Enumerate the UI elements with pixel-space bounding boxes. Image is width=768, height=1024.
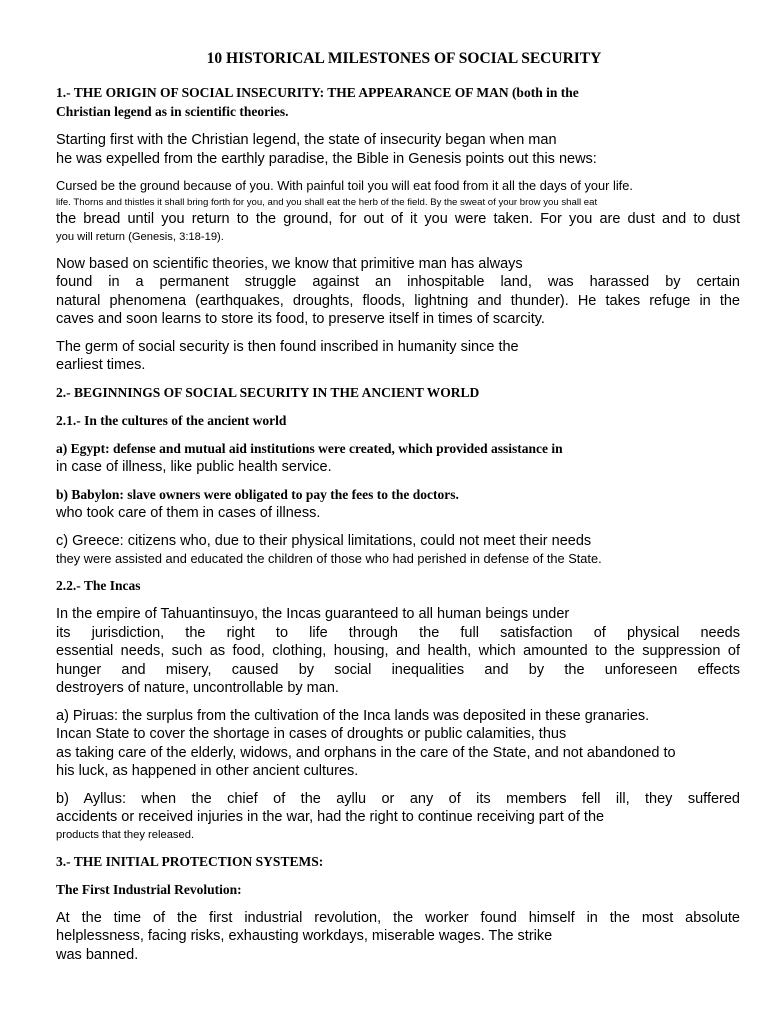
text-line: In the empire of Tahuantinsuyo, the Incas guaranteed to all human beings under (56, 606, 570, 622)
text-line: his luck, as happened in other ancient cultures. (56, 763, 359, 779)
text-line: a) Egypt: defense and mutual aid institutions were created, which provided assistance in (56, 440, 563, 456)
text-line: natural phenomena (earthquakes, droughts, floods, lightning and thunder). He takes refuge in the (56, 292, 740, 309)
text-line: they were assisted and educated the children of those who had perished in defense of the State. (56, 551, 602, 566)
text-line: as taking care of the elderly, widows, and orphans in the care of the State, and not abandoned to (56, 744, 676, 761)
text-line: c) Greece: citizens who, due to their physical limitations, could not meet their needs (56, 532, 592, 549)
text-line: was banned. (56, 946, 139, 963)
section-1-heading (56, 84, 740, 121)
text-line: earliest times. (56, 357, 146, 373)
subsection-first-industrial-revolution: The First Industrial Revolution: (56, 881, 242, 897)
section-1-heading-line: 1.- THE ORIGIN OF SOCIAL INSECURITY: THE APPEARANCE OF MAN (both in the (56, 85, 579, 100)
subsection-2-2-heading: 2.2.- The Incas (56, 578, 141, 593)
text-line: you will return (Genesis, 3:18-19). (56, 230, 224, 243)
text-line: The germ of social security is then found inscribed in humanity since the (56, 338, 519, 355)
text-line: essential needs, such as food, clothing, housing, and health, which amounted to the suppression of (56, 643, 740, 659)
text-line: b) Babylon: slave owners were obligated to pay the fees to the doctors. (56, 486, 459, 502)
text-line: Now based on scientific theories, we know that primitive man has always (56, 255, 523, 272)
text-line: accidents or received injuries in the war, had the right to continue receiving part of the (56, 809, 605, 825)
text-line: the bread until you return to the ground, for out of it you were taken. For you are dust and to dust (56, 211, 740, 227)
paragraph-piruas (56, 707, 740, 781)
section-2-heading: 2.- BEGINNINGS OF SOCIAL SECURITY IN THE ANCIENT WORLD (56, 384, 480, 400)
text-line: found in a permanent struggle against an inhospitable land, was harassed by certain (56, 274, 740, 290)
paragraph-germ-social-security (56, 338, 740, 375)
paragraph-industrial-revolution (56, 909, 740, 965)
subsection-2-1-heading: 2.1.- In the cultures of the ancient world (56, 412, 287, 428)
text-line: Cursed be the ground because of you. With painful toil you will eat food from it all the days of your life. (56, 178, 633, 193)
text-line: caves and soon learns to store its food, to preserve itself in times of scarcity. (56, 311, 545, 327)
section-3-heading: 3.- THE INITIAL PROTECTION SYSTEMS: (56, 853, 324, 869)
paragraph-greece (56, 532, 740, 569)
text-line: Starting first with the Christian legend, the state of insecurity began when man (56, 132, 557, 148)
paragraph-babylon (56, 486, 740, 523)
paragraph-incas (56, 605, 740, 698)
text-line: products that they released. (56, 828, 195, 841)
text-line: he was expelled from the earthly paradise, the Bible in Genesis points out this news: (56, 150, 597, 167)
text-line: helplessness, facing risks, exhausting workdays, miserable wages. The strike (56, 928, 553, 944)
text-line: Incan State to cover the shortage in cases of droughts or public calamities, thus (56, 726, 567, 742)
paragraph-genesis-quote (56, 177, 740, 246)
text-line: a) Piruas: the surplus from the cultivation of the Inca lands was deposited in these granaries. (56, 707, 650, 724)
text-line: At the time of the first industrial revolution, the worker found himself in the most absolute (56, 909, 740, 926)
paragraph-christian-legend (56, 131, 740, 168)
text-line: destroyers of nature, uncontrollable by man. (56, 680, 339, 696)
document-page (56, 50, 740, 973)
text-line: its jurisdiction, the right to life through the full satisfaction of physical needs (56, 624, 740, 641)
paragraph-egypt (56, 440, 740, 477)
paragraph-scientific-theories (56, 255, 740, 329)
section-1-heading-line: Christian legend as in scientific theories. (56, 103, 289, 119)
text-line: in case of illness, like public health service. (56, 459, 332, 475)
text-line: who took care of them in cases of illness. (56, 505, 321, 521)
text-line: b) Ayllus: when the chief of the ayllu or any of its members fell ill, they suffered (56, 790, 740, 807)
paragraph-ayllus (56, 790, 740, 844)
text-line: life. Thorns and thistles it shall bring forth for you, and you shall eat the herb of the field. By the sweat of your brow you shall eat (56, 197, 598, 208)
document-title: 10 HISTORICAL MILESTONES OF SOCIAL SECURITY (206, 50, 602, 67)
text-line: hunger and misery, caused by social inequalities and by the unforeseen effects (56, 661, 740, 678)
